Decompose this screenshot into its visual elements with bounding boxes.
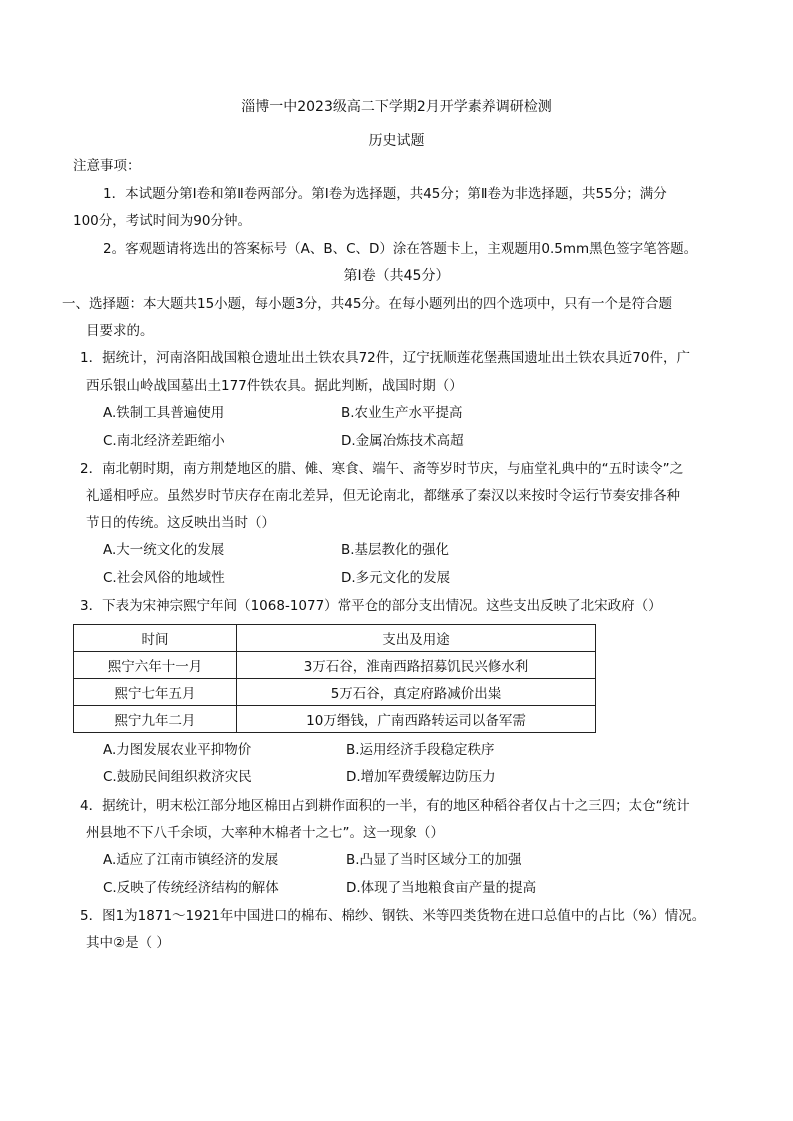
table-cell: 3万石谷，淮南西路招募饥民兴修水利	[237, 652, 596, 679]
option-d: D.多元文化的发展	[341, 570, 451, 586]
option-d: D.增加军费缓解边防压力	[346, 769, 496, 785]
question-text-line: 3．下表为宋神宗熙宁年间（1068-1077）常平仓的部分支出情况。这些支出反映了北宋政府（）	[80, 598, 662, 614]
section-intro-line-2: 目要求的。	[86, 323, 154, 339]
question-text-line: 2．南北朝时期，南方荆楚地区的腊、傩、寒食、端午、斋等岁时节庆，与庙堂礼典中的“五时读令”之	[80, 461, 684, 477]
option-c: C.鼓励民间组织救济灾民	[103, 769, 252, 785]
question-text-line: 西乐银山岭战国墓出土177件铁农具。据此判断，战国时期（）	[86, 378, 463, 394]
table-cell: 熙宁六年十一月	[74, 652, 237, 679]
option-c: C.南北经济差距缩小	[103, 433, 225, 449]
option-b: B.基层教化的强化	[341, 542, 450, 558]
table-cell: 熙宁七年五月	[74, 679, 237, 706]
option-a: A.适应了江南市镇经济的发展	[103, 852, 279, 868]
question-text-line: 节日的传统。这反映出当时（）	[86, 515, 275, 531]
question-text-line: 礼遥相呼应。虽然岁时节庆存在南北差异，但无论南北，都继承了秦汉以来按时令运行节奏安排各种	[86, 488, 680, 504]
table-header-row	[74, 625, 596, 652]
option-c: C.社会风俗的地域性	[103, 570, 225, 586]
table-cell: 5万石谷，真定府路减价出粜	[237, 679, 596, 706]
option-c: C.反映了传统经济结构的解体	[103, 880, 279, 896]
option-a: A.铁制工具普遍使用	[103, 405, 225, 421]
table-cell: 10万缗钱，广南西路转运司以备军需	[237, 706, 596, 733]
option-a: A.大一统文化的发展	[103, 542, 225, 558]
option-d: D.体现了当地粮食亩产量的提高	[346, 880, 537, 896]
option-d: D.金属冶炼技术高超	[341, 433, 464, 449]
question-text-line: 4．据统计，明末松江部分地区棉田占到耕作面积的一半，有的地区种稻谷者仅占十之三四；太仓“统计	[80, 798, 690, 814]
section-title: 第Ⅰ卷（共45分）	[343, 268, 450, 284]
option-b: B.凸显了当时区域分工的加强	[346, 852, 522, 868]
question-text-line: 1．据统计，河南洛阳战国粮仓遗址出土铁农具72件，辽宁抚顺莲花堡燕国遗址出土铁农具近70件，广	[80, 350, 690, 366]
exam-title: 淄博一中2023级高二下学期2月开学素养调研检测	[241, 99, 552, 115]
question-text-line: 州县地不下八千余顷，大率种木棉者十之七”。这一现象（）	[86, 825, 444, 841]
table-row	[74, 706, 596, 733]
table-row	[74, 652, 596, 679]
section-intro-line-1: 一、选择题：本大题共15小题，每小题3分，共45分。在每小题列出的四个选项中，只有一个是符合题	[62, 296, 672, 312]
question-text-line: 其中②是（ ）	[86, 935, 170, 951]
question-text-line: 5．图1为1871～1921年中国进口的棉布、棉纱、钢铁、米等四类货物在进口总值中的占比（%）情况。	[80, 908, 706, 924]
option-a: A.力图发展农业平抑物价	[103, 742, 252, 758]
notice-item-2: 2。客观题请将选出的答案标号（A、B、C、D）涂在答题卡上，主观题用0.5mm黑色签字笔答题。	[103, 241, 698, 257]
option-b: B.运用经济手段稳定秩序	[346, 742, 495, 758]
expenditure-table	[73, 624, 596, 733]
table-header-cell: 时间	[74, 625, 237, 652]
table-row	[74, 679, 596, 706]
table-cell: 熙宁九年二月	[74, 706, 237, 733]
notice-item-1-line-1: 1．本试题分第Ⅰ卷和第Ⅱ卷两部分。第Ⅰ卷为选择题，共45分；第Ⅱ卷为非选择题，共55分；满分	[103, 186, 667, 202]
option-b: B.农业生产水平提高	[341, 405, 463, 421]
notice-item-1-line-2: 100分，考试时间为90分钟。	[73, 213, 251, 229]
exam-subtitle: 历史试题	[368, 133, 425, 149]
notice-label: 注意事项：	[73, 158, 141, 174]
table-header-cell: 支出及用途	[237, 625, 596, 652]
